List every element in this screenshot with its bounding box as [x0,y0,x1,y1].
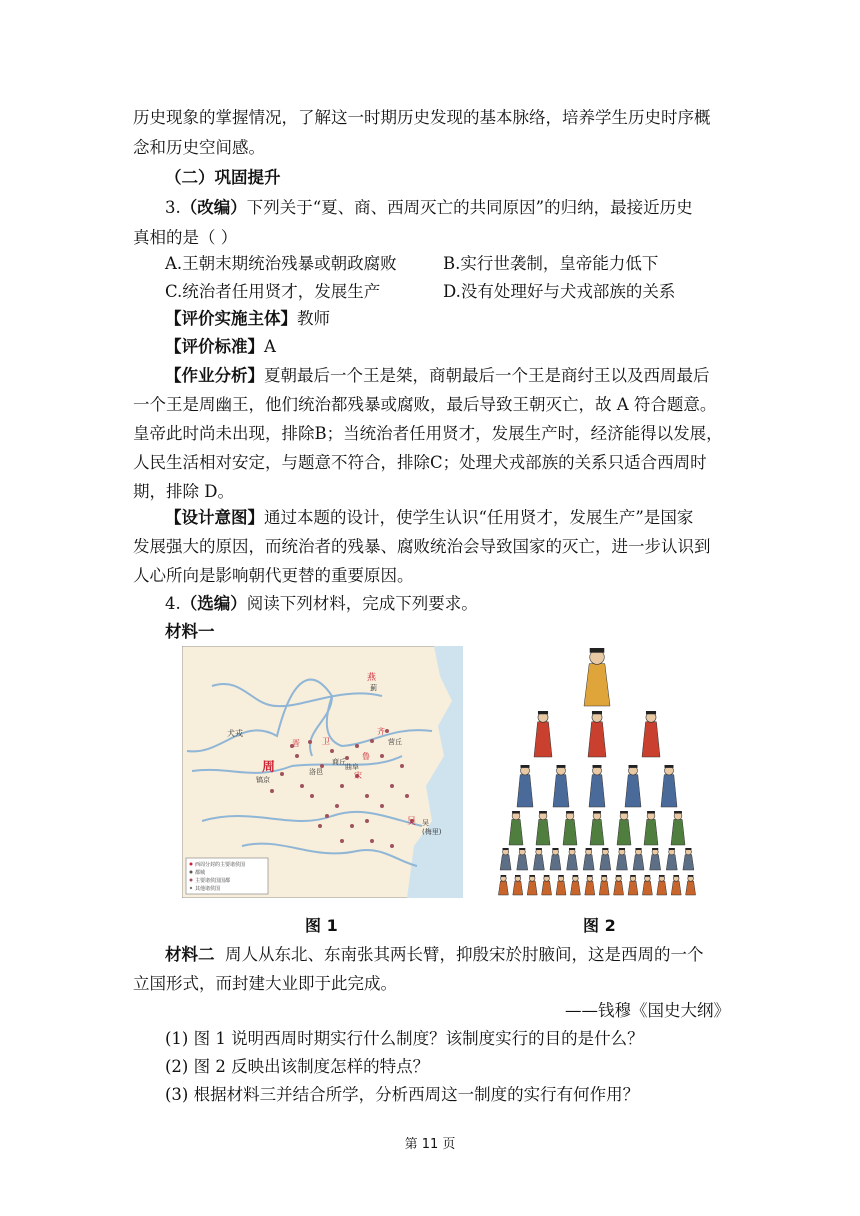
person-figure [642,875,652,895]
person-figure [527,875,537,895]
analysis-line: 人民生活相对安定，与题意不符合，排除C；处理犬戎部族的关系只适合西周时 [133,453,707,472]
person-figure [671,811,685,845]
feudal-hierarchy-pyramid [489,643,705,901]
legend-item: 都城 [195,870,206,876]
person-figure [616,848,627,870]
legend-item: 其他诸侯国 [195,886,221,892]
design-label: 【设计意图】 [165,508,264,527]
page-number: 第 11 页 [404,1137,456,1152]
person-figure [534,711,552,757]
sub-question-1: (1) 图 1 说明西周时期实行什么制度？该制度实行的目的是什么？ [165,1029,644,1048]
person-figure [567,848,578,870]
map-label-yan: 燕 [367,673,377,683]
person-figure [533,848,544,870]
person-figure [650,848,661,870]
question-number: 4. [165,594,181,613]
person-figure [583,848,594,870]
material-1-label: 材料一 [165,622,215,641]
person-figure [644,811,658,845]
person-figure [625,765,641,807]
design-line: 人心所向是影响朝代更替的重要原因。 [133,566,414,585]
analysis-line [165,362,710,390]
person-figure [553,765,569,807]
eval-subject-value: 教师 [297,309,330,328]
person-figure [614,875,624,895]
person-figure [628,875,638,895]
person-figure [509,811,523,845]
analysis-line: 皇帝此时尚未出现，排除B；当统治者任用贤才，发展生产时，经济能得以发展， [133,424,723,443]
map-label-quanrong: 犬戎 [227,729,243,738]
person-figure [686,875,696,895]
legend-item: 主要诸侯国国都 [195,878,231,884]
map-label-qi: 齐 [377,727,385,736]
question-number: 3. [165,198,181,217]
eval-standard [165,333,276,361]
person-figure [556,875,566,895]
person-figure [517,848,528,870]
person-figure [585,875,595,895]
person-figure [599,875,609,895]
pyramid-graphic [489,643,705,901]
paragraph-line: 念和历史空间感。 [133,138,265,157]
map-graphic [182,646,463,898]
person-figure [589,765,605,807]
design-line: 发展强大的原因，而统治者的残暴、腐败统治会导致国家的灭亡，进一步认识到 [133,537,711,556]
option-b: B.实行世袭制，皇帝能力低下 [443,254,659,273]
eval-standard-value: A [264,337,276,356]
map-label-yingqiu: 营丘 [388,738,402,746]
person-figure [590,811,604,845]
analysis-text: 夏朝最后一个王是桀，商朝最后一个王是商纣王以及西周最后 [264,366,710,385]
map-label-shangqiu: 商丘 [332,758,346,766]
question-tag: （选编） [180,594,247,613]
person-figure [633,848,644,870]
person-figure [517,765,533,807]
person-figure [657,875,667,895]
person-figure [550,848,561,870]
eval-subject-label: 【评价实施主体】 [165,309,297,328]
option-c: C.统治者任用贤才，发展生产 [165,282,381,301]
material-2-text: 周人从东北、东南张其两长臂，抑殷宋於肘腋间，这是西周的一个 [225,945,704,964]
person-figure [588,711,606,757]
question-4-stem [165,590,478,618]
question-text: 下列关于“夏、商、西周灭亡的共同原因”的归纳，最接近历史 [246,198,693,217]
figure-2-caption: 图 2 [583,916,616,935]
person-figure [536,811,550,845]
option-a: A.王朝末期统治残暴或朝政腐败 [165,254,397,273]
material-2-line: 立国形式，而封建大业即于此完成。 [133,974,397,993]
person-figure [498,875,508,895]
analysis-label: 【作业分析】 [165,366,264,385]
question-3-stem-cont: 真相的是（ ） [133,228,238,247]
person-figure [666,848,677,870]
map-label-zhou: 周 [262,760,276,775]
material-2-line [165,941,704,969]
map-label-jin: 晋 [292,739,300,748]
person-figure [570,875,580,895]
sub-question-2: (2) 图 2 反映出该制度怎样的特点？ [165,1057,430,1076]
person-figure [563,811,577,845]
legend-item: 西周分封的主要诸侯国 [195,862,246,868]
person-figure [661,765,677,807]
map-label-luoyi: 洛邑 [309,768,323,776]
western-zhou-map [182,646,463,898]
person-figure [542,875,552,895]
map-label-ji: 蓟 [370,684,377,692]
figure-1-caption: 图 1 [305,916,338,935]
analysis-line: 一个王是周幽王，他们统治都残暴或腐败，最后导致王朝灭亡，故 A 符合题意。 [133,395,717,414]
map-label-song: 宋 [354,771,362,780]
analysis-line: 期，排除 D。 [133,482,234,501]
person-figure [617,811,631,845]
person-figure [683,848,694,870]
material-2-source: ——钱穆《国史大纲》 [565,1001,730,1020]
map-label-wei: 卫 [322,737,330,746]
person-figure [584,648,610,706]
person-figure [671,875,681,895]
question-tag: （改编） [180,198,247,217]
map-label-wu: 吴 [407,817,417,827]
material-2-label: 材料二 [165,945,215,964]
person-figure [600,848,611,870]
eval-standard-label: 【评价标准】 [165,337,264,356]
map-label-wu-city: 吴 [422,819,429,827]
paragraph-line: 历史现象的掌握情况，了解这一时期历史发现的基本脉络，培养学生历史时序概 [133,108,711,127]
person-figure [500,848,511,870]
design-line [165,504,693,532]
person-figure [513,875,523,895]
question-3-stem [165,194,693,222]
person-figure [642,711,660,757]
design-text: 通过本题的设计，使学生认识“任用贤才，发展生产”是国家 [264,508,694,527]
map-label-qufu: 曲阜 [345,763,359,771]
map-label-haojing: 镐京 [256,776,270,784]
option-d: D.没有处理好与犬戎部族的关系 [443,282,676,301]
map-label-meili: (梅里) [422,828,442,836]
sub-question-3: (3) 根据材料三并结合所学，分析西周这一制度的实行有何作用？ [165,1085,640,1104]
question-text: 阅读下列材料，完成下列要求。 [246,594,478,613]
section-title: （二）巩固提升 [165,168,281,187]
eval-subject [165,305,330,333]
map-label-lu: 鲁 [362,752,370,761]
